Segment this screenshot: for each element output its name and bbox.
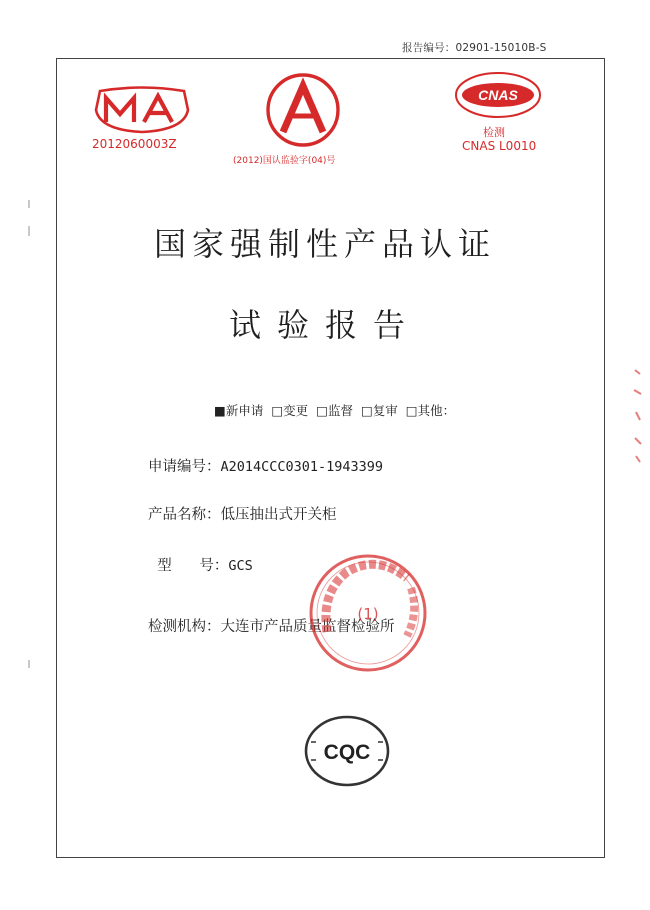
report-number-label: 报告编号： (402, 42, 456, 54)
cqc-logo-text: CQC (323, 741, 371, 764)
option-change[interactable] (271, 403, 308, 418)
product-name-value: 低压抽出式开关柜 (220, 507, 337, 523)
option-label: 其他： (417, 403, 456, 418)
option-label: 复审 (372, 403, 398, 418)
application-no-label: 申请编号： (148, 459, 221, 475)
binding-mark (28, 226, 30, 236)
caz-logo-icon (260, 72, 346, 148)
checkbox-checked-icon[interactable]: ■ (214, 403, 226, 418)
testing-org-value: 大连市产品质量监督检验所 (220, 619, 395, 635)
option-review[interactable] (361, 403, 398, 418)
binding-mark (28, 660, 30, 668)
option-label: 监督 (327, 403, 353, 418)
model-label: 型 号： (157, 558, 229, 574)
field-model (148, 538, 253, 575)
caz-caption: (2012)国认监验字(04)号 (233, 156, 336, 166)
report-number (402, 40, 547, 55)
application-no-value: A2014CCC0301-1943399 (220, 459, 384, 475)
option-supervision[interactable] (316, 403, 353, 418)
cqc-logo (303, 714, 391, 792)
report-subtitle: 试验报告 (228, 306, 421, 344)
ma-logo (92, 86, 192, 136)
option-other[interactable] (406, 403, 455, 418)
report-number-value: 02901-15010B-S (455, 42, 547, 54)
checkbox-icon[interactable]: □ (360, 403, 373, 418)
seal-edge-mark (632, 360, 644, 470)
ma-logo-icon (92, 86, 192, 136)
ma-code: 2012060003Z (92, 137, 177, 151)
option-new-application[interactable] (214, 403, 263, 418)
checkbox-icon[interactable]: □ (316, 403, 328, 418)
application-type-options (214, 401, 459, 419)
model-value: GCS (228, 558, 253, 574)
testing-org-label: 检测机构： (148, 619, 221, 635)
cnas-logo (452, 69, 544, 123)
seal-icon (307, 552, 429, 674)
cnas-logo-icon (452, 69, 544, 123)
cnas-code: CNAS L0010 (462, 139, 537, 153)
cnas-logo-text: CNAS (478, 87, 518, 103)
binding-mark (28, 200, 30, 208)
field-product-name (148, 503, 337, 524)
seal-center-text: (1) (357, 605, 379, 623)
option-label: 变更 (283, 403, 309, 418)
official-seal (307, 552, 429, 678)
cnas-sub: 检测 (483, 126, 505, 139)
caz-logo (260, 72, 346, 148)
product-name-label: 产品名称： (148, 507, 221, 523)
field-application-no (148, 455, 383, 476)
cqc-logo-icon (303, 714, 391, 788)
checkbox-icon[interactable]: □ (271, 403, 284, 418)
option-label: 新申请 (225, 403, 264, 418)
report-title: 国家强制性产品认证 (153, 225, 496, 263)
checkbox-icon[interactable]: □ (405, 403, 418, 418)
